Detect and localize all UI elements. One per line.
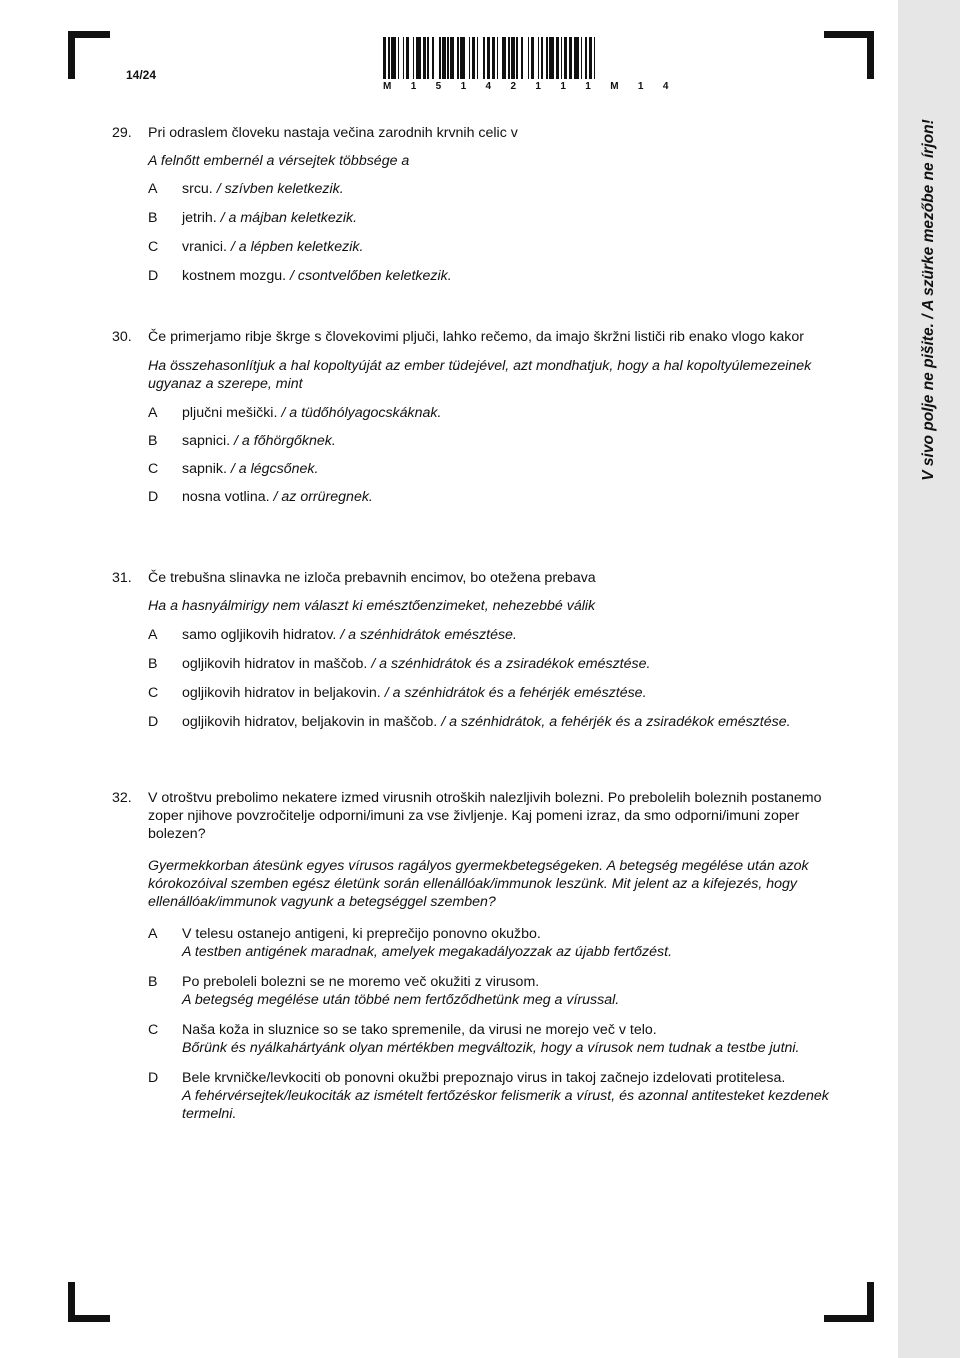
question-number: 31. [112,570,132,586]
option-c: C ogljikovih hidratov in beljakovin. / a szénhidrátok és a fehérjék emésztése. [148,685,647,701]
option-d: D ogljikovih hidratov, beljakovin in maščob. / a szénhidrátok, a fehérjék és a zsiradékok emésztése. [148,714,791,730]
option-c: C sapnik. / a légcsőnek. [148,461,319,477]
question-text-hu: Ha összehasonlítjuk a hal kopoltyúját az ember tüdejével, azt mondhatjuk, hogy a hal kopoltyúlemezeinek ugyanaz a szerepe, mint [148,358,812,392]
question-number: 30. [112,329,132,345]
option-d: D kostnem mozgu. / csontvelőben keletkezik. [148,268,452,284]
question-text-sl: Če primerjamo ribje škrge s človekovimi pljuči, lahko rečemo, da imajo škržni lističi rib enako vlogo kakor [148,329,805,345]
barcode [383,37,601,79]
question-text-hu: Gyermekkorban átesünk egyes vírusos ragályos gyermekbetegségeken. A betegség megélése után azok kórokozóival szemben egész életünk során ellenállóak/immunok leszünk. Mit jelent az a kifejezés, hogy ellenállóak/immunok vagyunk a betegséggel szemben? [148,858,809,910]
option-d: D nosna votlina. / az orrüregnek. [148,489,373,505]
option-b: B jetrih. / a májban keletkezik. [148,210,358,226]
option-c: C Naša koža in sluznice so se tako spremenile, da virusi ne morejo več v telo. Bőrünk és nyálkahártyánk olyan mértékben megváltozik, hogy a vírusok nem tudnak a testbe jutni. [148,1022,800,1056]
question-number: 32. [112,790,132,806]
question-number: 29. [112,125,132,141]
question-29 [112,124,832,285]
question-text-sl: Pri odraslem človeku nastaja večina zarodnih krvnih celic v [148,125,518,141]
side-note: V sivo polje ne pišite. / A szürke mezőbe ne írjon! [920,119,937,481]
option-b: B Po preboleli bolezni se ne moremo več okužiti z virusom. A betegség megélése után többé nem fertőződhetünk meg a vírussal. [148,974,620,1008]
question-30 [112,328,832,506]
barcode-code: M 1 5 1 4 2 1 1 1 M 1 4 [383,81,677,92]
option-b: B sapnici. / a főhörgőknek. [148,433,336,449]
question-text-sl: V otroštvu prebolimo nekatere izmed virusnih otroških nalezljivih bolezni. Po prebolelih boleznih postanemo zoper njihove povzročitelje odporni/imuni za vse življenje. Kaj pomeni izraz, da smo odporni/imuni zoper bolezen? [148,790,822,842]
option-b: B ogljikovih hidratov in maščob. / a szénhidrátok és a zsiradékok emésztése. [148,656,651,672]
option-a: A samo ogljikovih hidratov. / a szénhidrátok emésztése. [148,627,517,643]
question-text-sl: Če trebušna slinavka ne izloča prebavnih encimov, bo otežena prebava [148,570,596,586]
option-c: C vranici. / a lépben keletkezik. [148,239,364,255]
page-number: 14/24 [126,68,157,82]
option-a: A V telesu ostanejo antigeni, ki preprečijo ponovno okužbo. A testben antigének maradnak, amelyek megakadályozzak az újabb fertőzést. [148,926,673,960]
option-a: A pljučni mešički. / a tüdőhólyagocskáknak. [148,405,442,421]
question-text-hu: A felnőtt embernél a vérsejtek többsége a [148,153,410,169]
question-text-hu: Ha a hasnyálmirigy nem választ ki emésztőenzimeket, nehezebbé válik [148,598,596,614]
barcode-bar [595,37,600,79]
option-d: D Bele krvničke/levkociti ob ponovni okužbi prepoznajo virus in takoj začnejo izdelovati protitelesa. A fehérvérsejtek/leukociták az ismételt fertőzéskor felismerik a vírust, és azonnal antitesteket kezdenek termelni. [148,1070,829,1122]
question-31 [112,569,832,731]
question-32 [112,789,832,1123]
option-a: A srcu. / szívben keletkezik. [148,181,344,197]
